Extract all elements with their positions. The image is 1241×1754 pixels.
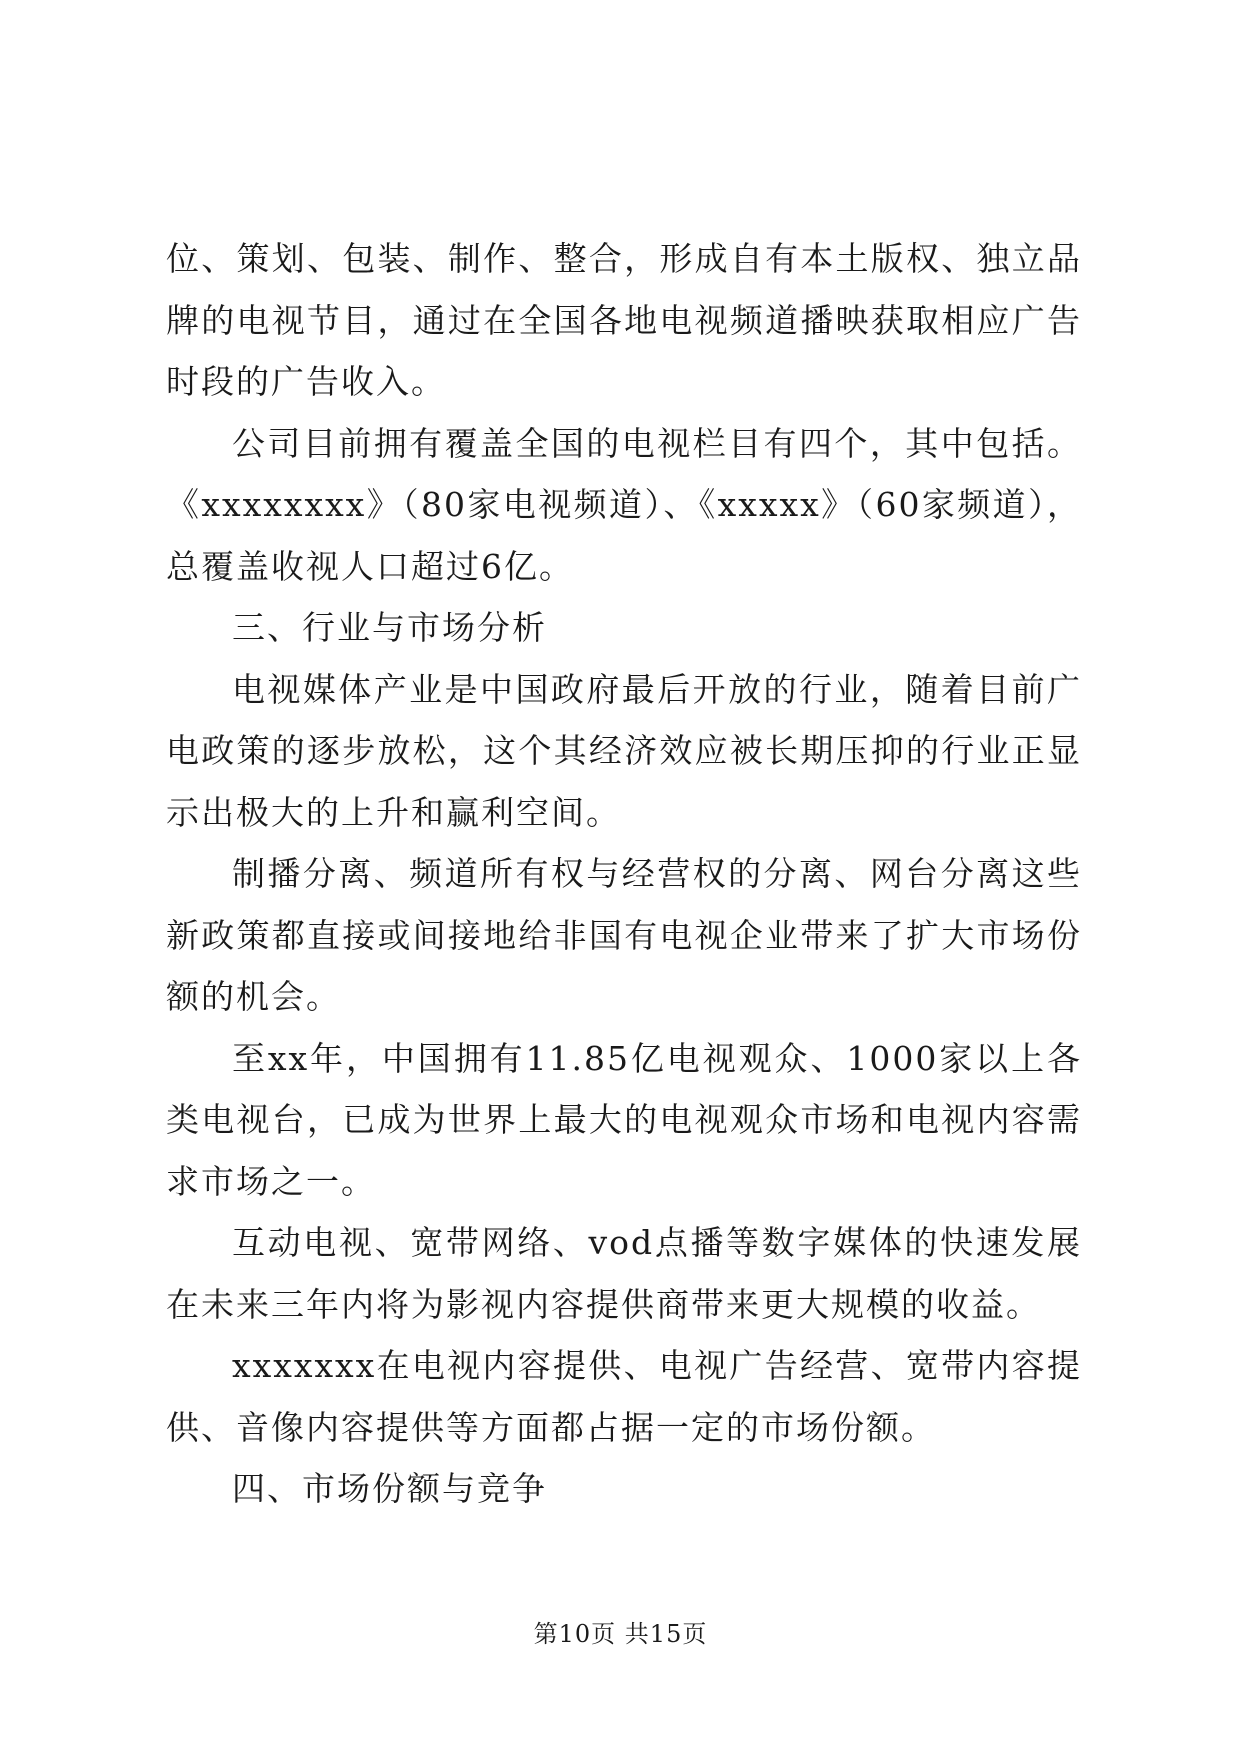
section-heading-industry-analysis: 三、行业与市场分析	[232, 608, 547, 647]
section-heading-market-competition: 四、市场份额与竞争	[232, 1469, 547, 1508]
paragraph-tv-media-industry: 电视媒体产业是中国政府最后开放的行业，随着目前广电政策的逐步放松，这个其经济效应被长期压抑的行业正显示出极大的上升和赢利空间。	[166, 669, 1082, 832]
paragraph-policy-separation: 制播分离、频道所有权与经营权的分离、网台分离这些新政策都直接或间接地给非国有电视企业带来了扩大市场份额的机会。	[166, 854, 1082, 1016]
paragraph-continuation: 位、策划、包装、制作、整合，形成自有本土版权、独立品牌的电视节目，通过在全国各地电视频道播映获取相应广告时段的广告收入。	[166, 239, 1082, 401]
paragraph-market-share: xxxxxxx在电视内容提供、电视广告经营、宽带内容提供、音像内容提供等方面都占据一定的市场份额。	[166, 1346, 1082, 1447]
paragraph-digital-media: 互动电视、宽带网络、vod点播等数字媒体的快速发展在未来三年内将为影视内容提供商带来更大规模的收益。	[166, 1223, 1082, 1324]
paragraph-tv-programs: 公司目前拥有覆盖全国的电视栏目有四个，其中包括。《xxxxxxxx》（80家电视频道）、《xxxxx》（60家频道），总覆盖收视人口超过6亿。	[166, 423, 1082, 586]
document-body	[166, 228, 1082, 1520]
page-number-footer: 第10页 共15页	[533, 1620, 708, 1648]
paragraph-audience-market: 至xx年，中国拥有11.85亿电视观众、1000家以上各类电视台，已成为世界上最大的电视观众市场和电视内容需求市场之一。	[166, 1038, 1082, 1201]
